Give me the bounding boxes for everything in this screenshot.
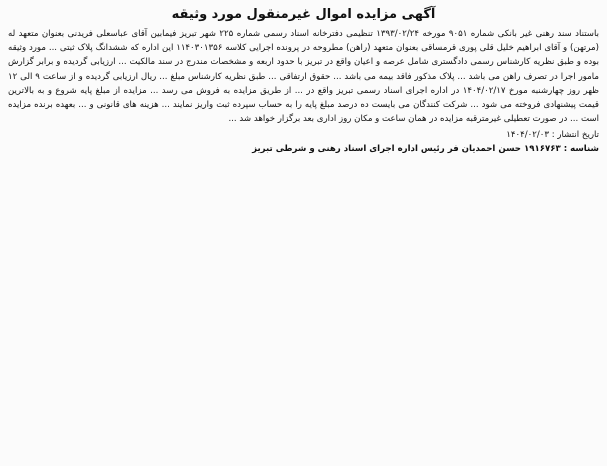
notice-body: باستناد سند رهنی غیر بانکی شماره ۹۰۵۱ مورخه ۱۳۹۳/۰۲/۲۴ تنظیمی دفترخانه اسناد رسمی شماره ۲۲۵ شهر تبریز فیمابین آقای عباسعلی فریدنی بعنوان متعهد له (مرتهن) و آقای ابراهیم خلیل قلی پوری قرمساقی بعنوان متعهد (راهن) مطروحه در پرونده اجرایی کلاسه ۱۱۴۰۳۰۱۳۵۶ این اداره که ششدانگ پلاک ثبتی ... مورد وثیقه بوده و طبق نظریه کارشناس رسمی دادگستری شامل عرصه و اعیان واقع در تبریز با حدود اربعه و مشخصات مندرج در سند مالکیت ... ارزیابی گردیده و برابر گزارش مامور اجرا در تصرف راهن می باشد ... پلاک مذکور فاقد بیمه می باشد ... حقوق ارتفاقی ... طبق نظریه کارشناس مبلغ ... ریال ارزیابی گردیده و از ساعت ۹ الی ۱۲ ظهر روز چهارشنبه مورخ ۱۴۰۴/۰۲/۱۷ در اداره اجرای اسناد رسمی تبریز واقع در ... از طریق مزایده به فروش می رسد ... مزایده از مبلغ پایه شروع و به بالاترین قیمت پیشنهادی فروخته می شود ... شرکت کنندگان می بایست ده درصد مبلغ پایه را به حساب سپرده ثبت واریز نمایند ... هزینه های قانونی و ... بعهده برنده مزایده است ... در صورت تعطیلی غیرمترقبه مزایده در همان ساعت و مکان روز اداری بعد برگزار خواهد شد ...	[8, 29, 600, 125]
publish-date: تاریخ انتشار : ۱۴۰۴/۰۲/۰۳	[506, 130, 599, 141]
notice-title: آگهی مزایده اموال غیرمنقول مورد وثیقه	[171, 7, 436, 22]
signature-line: شناسه : ۱۹۱۶۷۶۳ حسن احمدیان فر رئیس اداره اجرای اسناد رهنی و شرطی تبریز	[252, 144, 599, 155]
